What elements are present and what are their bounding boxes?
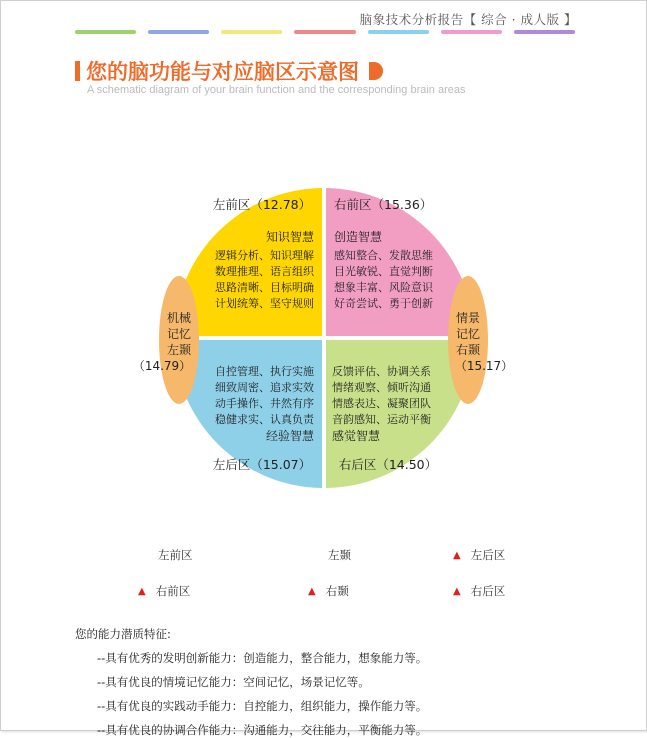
legend-label: 左后区 — [470, 548, 506, 562]
legend-item — [453, 583, 505, 599]
left-front-line: 计划统筹、坚守规则 — [215, 297, 314, 310]
left-temporal-value: （14.79） — [132, 359, 192, 373]
right-front-line: 感知整合、发散思维 — [334, 249, 433, 262]
right-temporal-line: 右颞 — [455, 343, 481, 357]
right-front-line: 好奇尝试、勇于创新 — [334, 297, 433, 310]
left-front-line: 思路清晰、目标明确 — [215, 281, 314, 294]
right-front-heading: 创造智慧 — [334, 230, 383, 244]
traits-heading: 您的能力潜质特征: — [75, 627, 171, 641]
report-title: 脑象技术分析报告【 综合 · 成人版 】 — [359, 12, 577, 27]
trait-item: --具有优良的协调合作能力：沟通能力，交往能力，平衡能力等。 — [97, 723, 428, 737]
right-back-heading: 感觉智慧 — [332, 429, 381, 443]
legend-item — [308, 583, 349, 599]
legend-triangle-icon: ▲ — [138, 585, 146, 597]
right-temporal-line: 记忆 — [455, 327, 481, 341]
trait-item: --具有优秀的发明创新能力：创造能力，整合能力，想象能力等。 — [97, 651, 428, 665]
left-back-line: 自控管理、执行实施 — [215, 365, 314, 378]
right-back-label: 右后区（14.50） — [338, 457, 438, 472]
left-back-heading: 经验智慧 — [265, 429, 314, 443]
left-back-line: 稳健求实、认真负责 — [215, 413, 314, 426]
page-title: 您的脑功能与对应脑区示意图 — [86, 60, 359, 84]
ability-traits — [75, 626, 427, 738]
left-temporal-line: 左颞 — [166, 343, 192, 357]
legend-label: 右前区 — [155, 584, 191, 598]
left-temporal-line: 机械 — [166, 311, 192, 325]
left-back-label: 左后区（15.07） — [212, 457, 312, 472]
legend-triangle-icon: ▲ — [308, 585, 316, 597]
left-temporal-line: 记忆 — [166, 327, 192, 341]
right-temporal-value: （15.17） — [454, 359, 514, 373]
trait-item: --具有优良的情境记忆能力：空间记忆，场景记忆等。 — [97, 675, 370, 689]
legend-item — [158, 547, 193, 563]
legend-label: 右颞 — [325, 584, 349, 598]
right-back-line: 反馈评估、协调关系 — [332, 365, 431, 378]
right-back-line: 情绪观察、倾听沟通 — [332, 381, 431, 394]
legend-triangle-icon: ▲ — [453, 549, 461, 561]
right-back-line: 情感表达、凝聚团队 — [332, 397, 431, 410]
legend-triangle-icon: ▲ — [453, 585, 461, 597]
trait-item: --具有优良的实践动手能力：自控能力，组织能力，操作能力等。 — [97, 699, 428, 713]
right-front-label: 右前区（15.36） — [334, 197, 433, 212]
legend-item — [328, 547, 351, 563]
left-front-line: 逻辑分析、知识理解 — [215, 249, 314, 262]
left-front-line: 数理推理、语言组织 — [215, 265, 314, 278]
left-back-line: 动手操作、井然有序 — [215, 397, 314, 410]
page-subtitle: A schematic diagram of your brain function and the corresponding brain areas — [87, 84, 466, 96]
legend-item — [138, 583, 190, 599]
legend-label: 左前区 — [158, 548, 193, 562]
right-front-line: 目光敏锐、直觉判断 — [334, 265, 433, 278]
right-back-line: 音韵感知、运动平衡 — [332, 413, 431, 426]
left-front-heading: 知识智慧 — [265, 230, 314, 244]
left-back-line: 细致周密、追求实效 — [215, 381, 314, 394]
legend-label: 左颞 — [328, 548, 351, 562]
legend-label: 右后区 — [470, 584, 506, 598]
right-front-line: 想象丰富、风险意识 — [334, 281, 433, 294]
left-front-label: 左前区（12.78） — [212, 197, 312, 212]
legend-item — [453, 547, 505, 563]
right-temporal-line: 情景 — [455, 311, 481, 325]
